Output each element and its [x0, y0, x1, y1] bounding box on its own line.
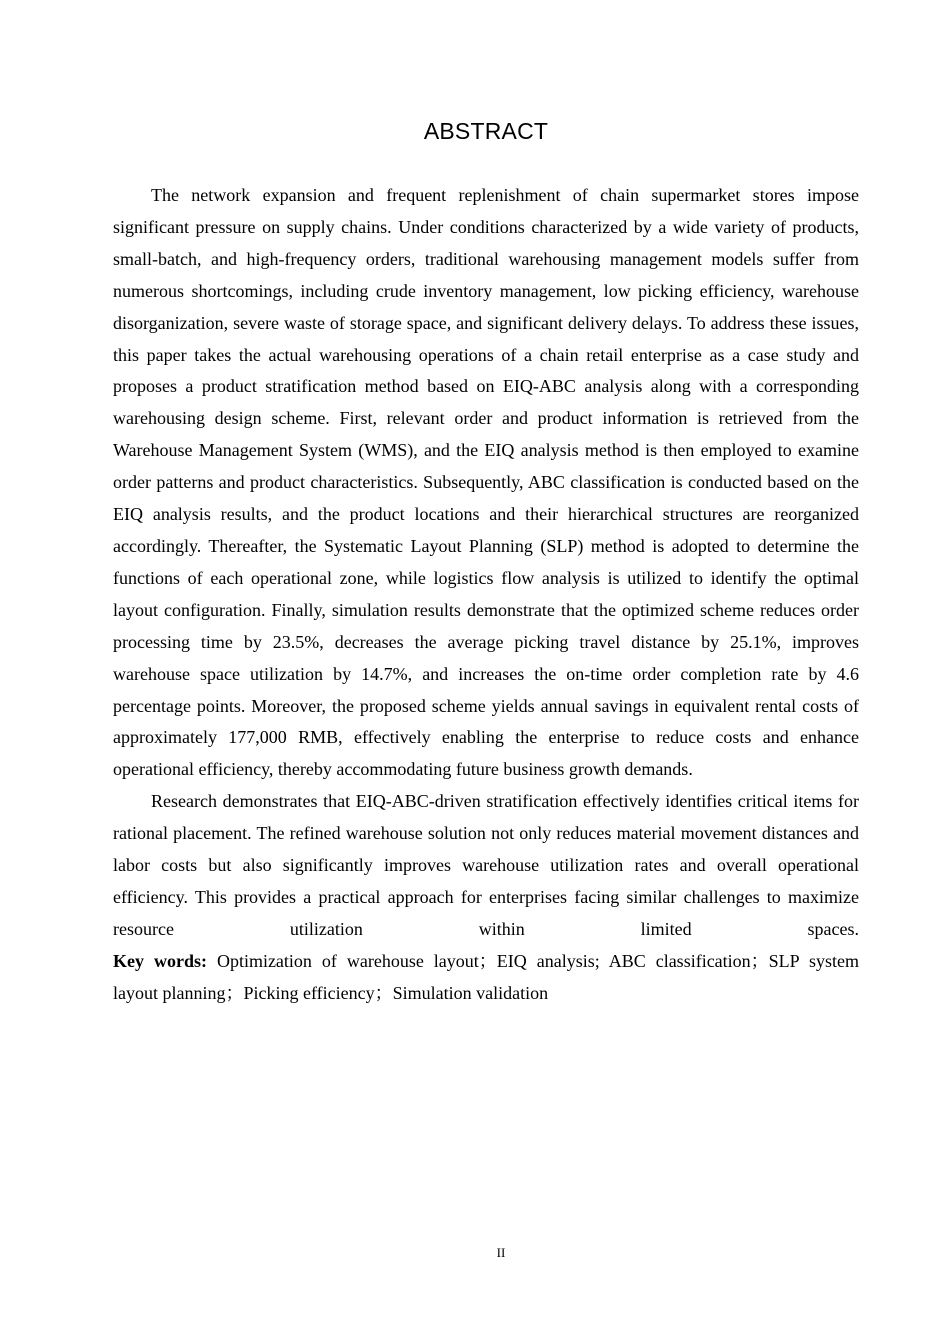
keywords-line [113, 946, 859, 1010]
abstract-heading: ABSTRACT [423, 118, 549, 144]
abstract-paragraph-2: Research demonstrates that EIQ-ABC-driven stratification effectively identifies critical items for rational placement. The refined warehouse solution not only reduces material movement distances and labor costs but also significantly improves warehouse utilization rates and overall operational efficiency. This provides a practical approach for enterprises facing similar challenges to maximize resource utilization within limited spaces. [113, 791, 859, 939]
abstract-paragraph-1: The network expansion and frequent replenishment of chain supermarket stores impose significant pressure on supply chains. Under conditions characterized by a wide variety of products, small-batch, and high-frequency orders, traditional warehousing management models suffer from numerous shortcomings, including crude inventory management, low picking efficiency, warehouse disorganization, severe waste of storage space, and significant delivery delays. To address these issues, this paper takes the actual warehousing operations of a chain retail enterprise as a case study and proposes a product stratification method based on EIQ-ABC analysis along with a corresponding warehousing design scheme. First, relevant order and product information is retrieved from the Warehouse Management System (WMS), and the EIQ analysis method is then employed to examine order patterns and product characteristics. Subsequently, ABC classification is conducted based on the EIQ analysis results, and the product locations and their hierarchical structures are reorganized accordingly. Thereafter, the Systematic Layout Planning (SLP) method is adopted to determine the functions of each operational zone, while logistics flow analysis is utilized to identify the optimal layout configuration. Finally, simulation results demonstrate that the optimized scheme reduces order processing time by 23.5%, decreases the average picking travel distance by 25.1%, improves warehouse space utilization by 14.7%, and increases the on-time order completion rate by 4.6 percentage points. Moreover, the proposed scheme yields annual savings in equivalent rental costs of approximately 177,000 RMB, effectively enabling the enterprise to reduce costs and enhance operational efficiency, thereby accommodating future business growth demands. [113, 185, 859, 780]
keywords-text: Optimization of warehouse layout；EIQ analysis; ABC classification；SLP system layout planning；Picking efficiency；Simulation validation [113, 950, 859, 1003]
keywords-label: Key words: [113, 950, 207, 971]
page-number: II [496, 1245, 506, 1260]
abstract-body [113, 180, 859, 1010]
